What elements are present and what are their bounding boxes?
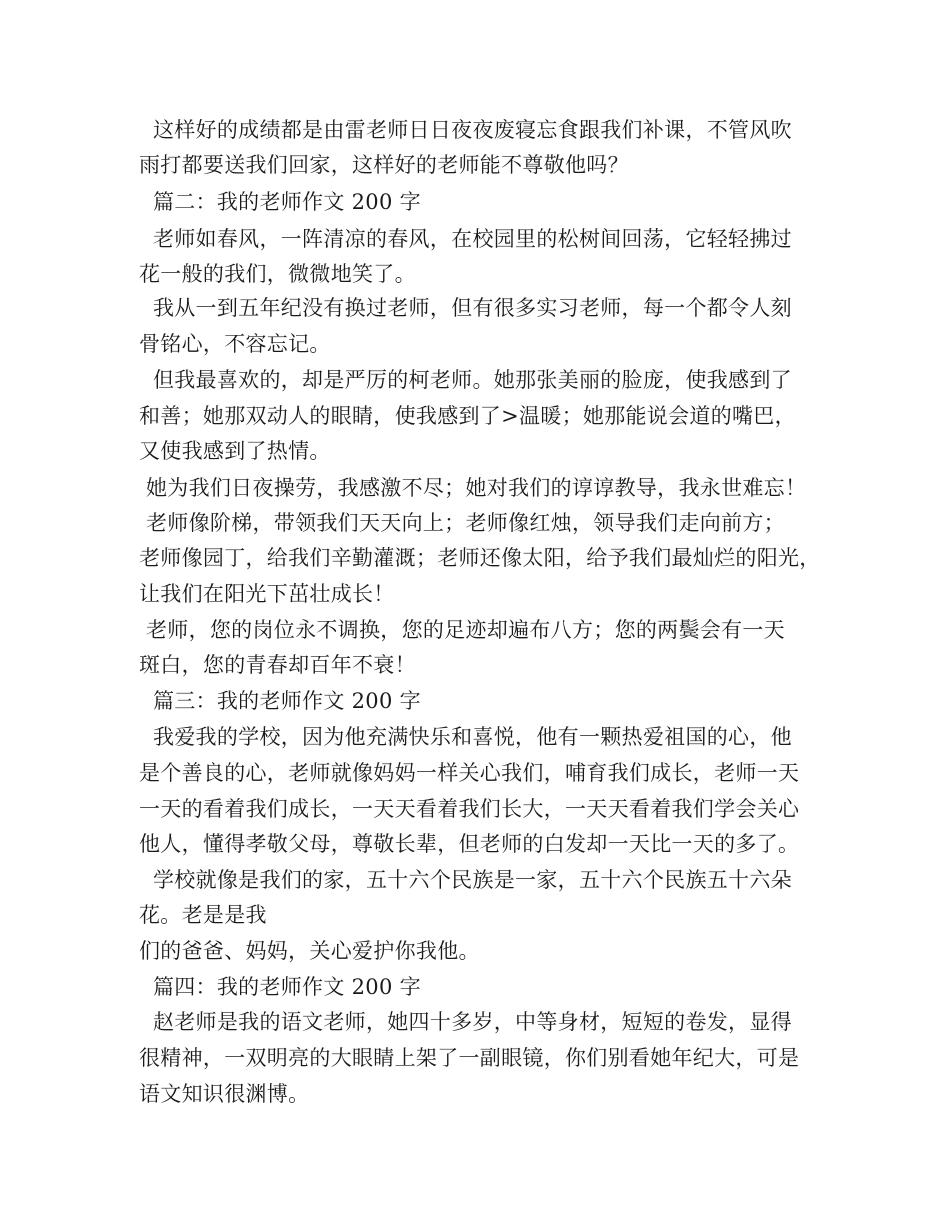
text-line: 斑白，您的青春却百年不衰！ bbox=[139, 653, 416, 677]
text-line: 雨打都要送我们回家，这样好的老师能不尊敬他吗？ bbox=[139, 153, 629, 177]
text-line: 是个善良的心，老师就像妈妈一样关心我们，哺育我们成长，老师一天 bbox=[139, 761, 800, 785]
text-line: 老师，您的岗位永不调换，您的足迹却遍布八方；您的两鬓会有一天 bbox=[139, 618, 785, 642]
text-line: 和善；她那双动人的眼睛，使我感到了>温暖；她那能说会道的嘴巴， bbox=[139, 404, 796, 428]
text-line: 老师像阶梯，带领我们天天向上；老师像红烛，领导我们走向前方； bbox=[139, 511, 785, 535]
text-line: 我爱我的学校，因为他充满快乐和喜悦，他有一颗热爱祖国的心，他 bbox=[139, 725, 792, 749]
text-line: 他人，懂得孝敬父母，尊敬长辈，但老师的白发却一天比一天的多了。 bbox=[139, 832, 800, 856]
text-line: 她为我们日夜操劳，我感激不尽；她对我们的谆谆教导，我永世难忘！ bbox=[139, 476, 807, 500]
text-line: 老师如春风，一阵清凉的春风，在校园里的松树间回荡，它轻轻拂过 bbox=[139, 227, 792, 251]
text-line: 赵老师是我的语文老师，她四十多岁，中等身材，短短的卷发，显得 bbox=[139, 1010, 792, 1034]
text-line: 这样好的成绩都是由雷老师日日夜夜废寝忘食跟我们补课，不管风吹 bbox=[139, 118, 792, 142]
text-line: 学校就像是我们的家，五十六个民族是一家，五十六个民族五十六朵 bbox=[139, 868, 792, 892]
text-line: 一天的看着我们成长，一天天看着我们长大，一天天看着我们学会关心 bbox=[139, 797, 800, 821]
text-line: 语文知识很渊博。 bbox=[139, 1082, 310, 1106]
section-heading: 篇四：我的老师作文 200 字 bbox=[139, 975, 421, 999]
text-line: 老师像园丁，给我们辛勤灌溉；老师还像太阳，给予我们最灿烂的阳光， bbox=[139, 546, 821, 570]
text-line: 花。老是是我 bbox=[139, 903, 267, 927]
text-line: 花一般的我们，微微地笑了。 bbox=[139, 262, 416, 286]
text-line: 我从一到五年纪没有换过老师，但有很多实习老师，每一个都令人刻 bbox=[139, 296, 792, 320]
text-line: 但我最喜欢的，却是严厉的柯老师。她那张美丽的脸庞，使我感到了 bbox=[139, 368, 792, 392]
text-line: 很精神，一双明亮的大眼睛上架了一副眼镜，你们别看她年纪大，可是 bbox=[139, 1046, 800, 1070]
text-line: 们的爸爸、妈妈，关心爱护你我他。 bbox=[139, 939, 480, 963]
section-heading: 篇三：我的老师作文 200 字 bbox=[139, 689, 421, 713]
section-heading: 篇二：我的老师作文 200 字 bbox=[139, 190, 421, 214]
text-line: 让我们在阳光下茁壮成长！ bbox=[139, 582, 395, 606]
text-line: 骨铭心，不容忘记。 bbox=[139, 332, 331, 356]
text-line: 又使我感到了热情。 bbox=[139, 439, 331, 463]
